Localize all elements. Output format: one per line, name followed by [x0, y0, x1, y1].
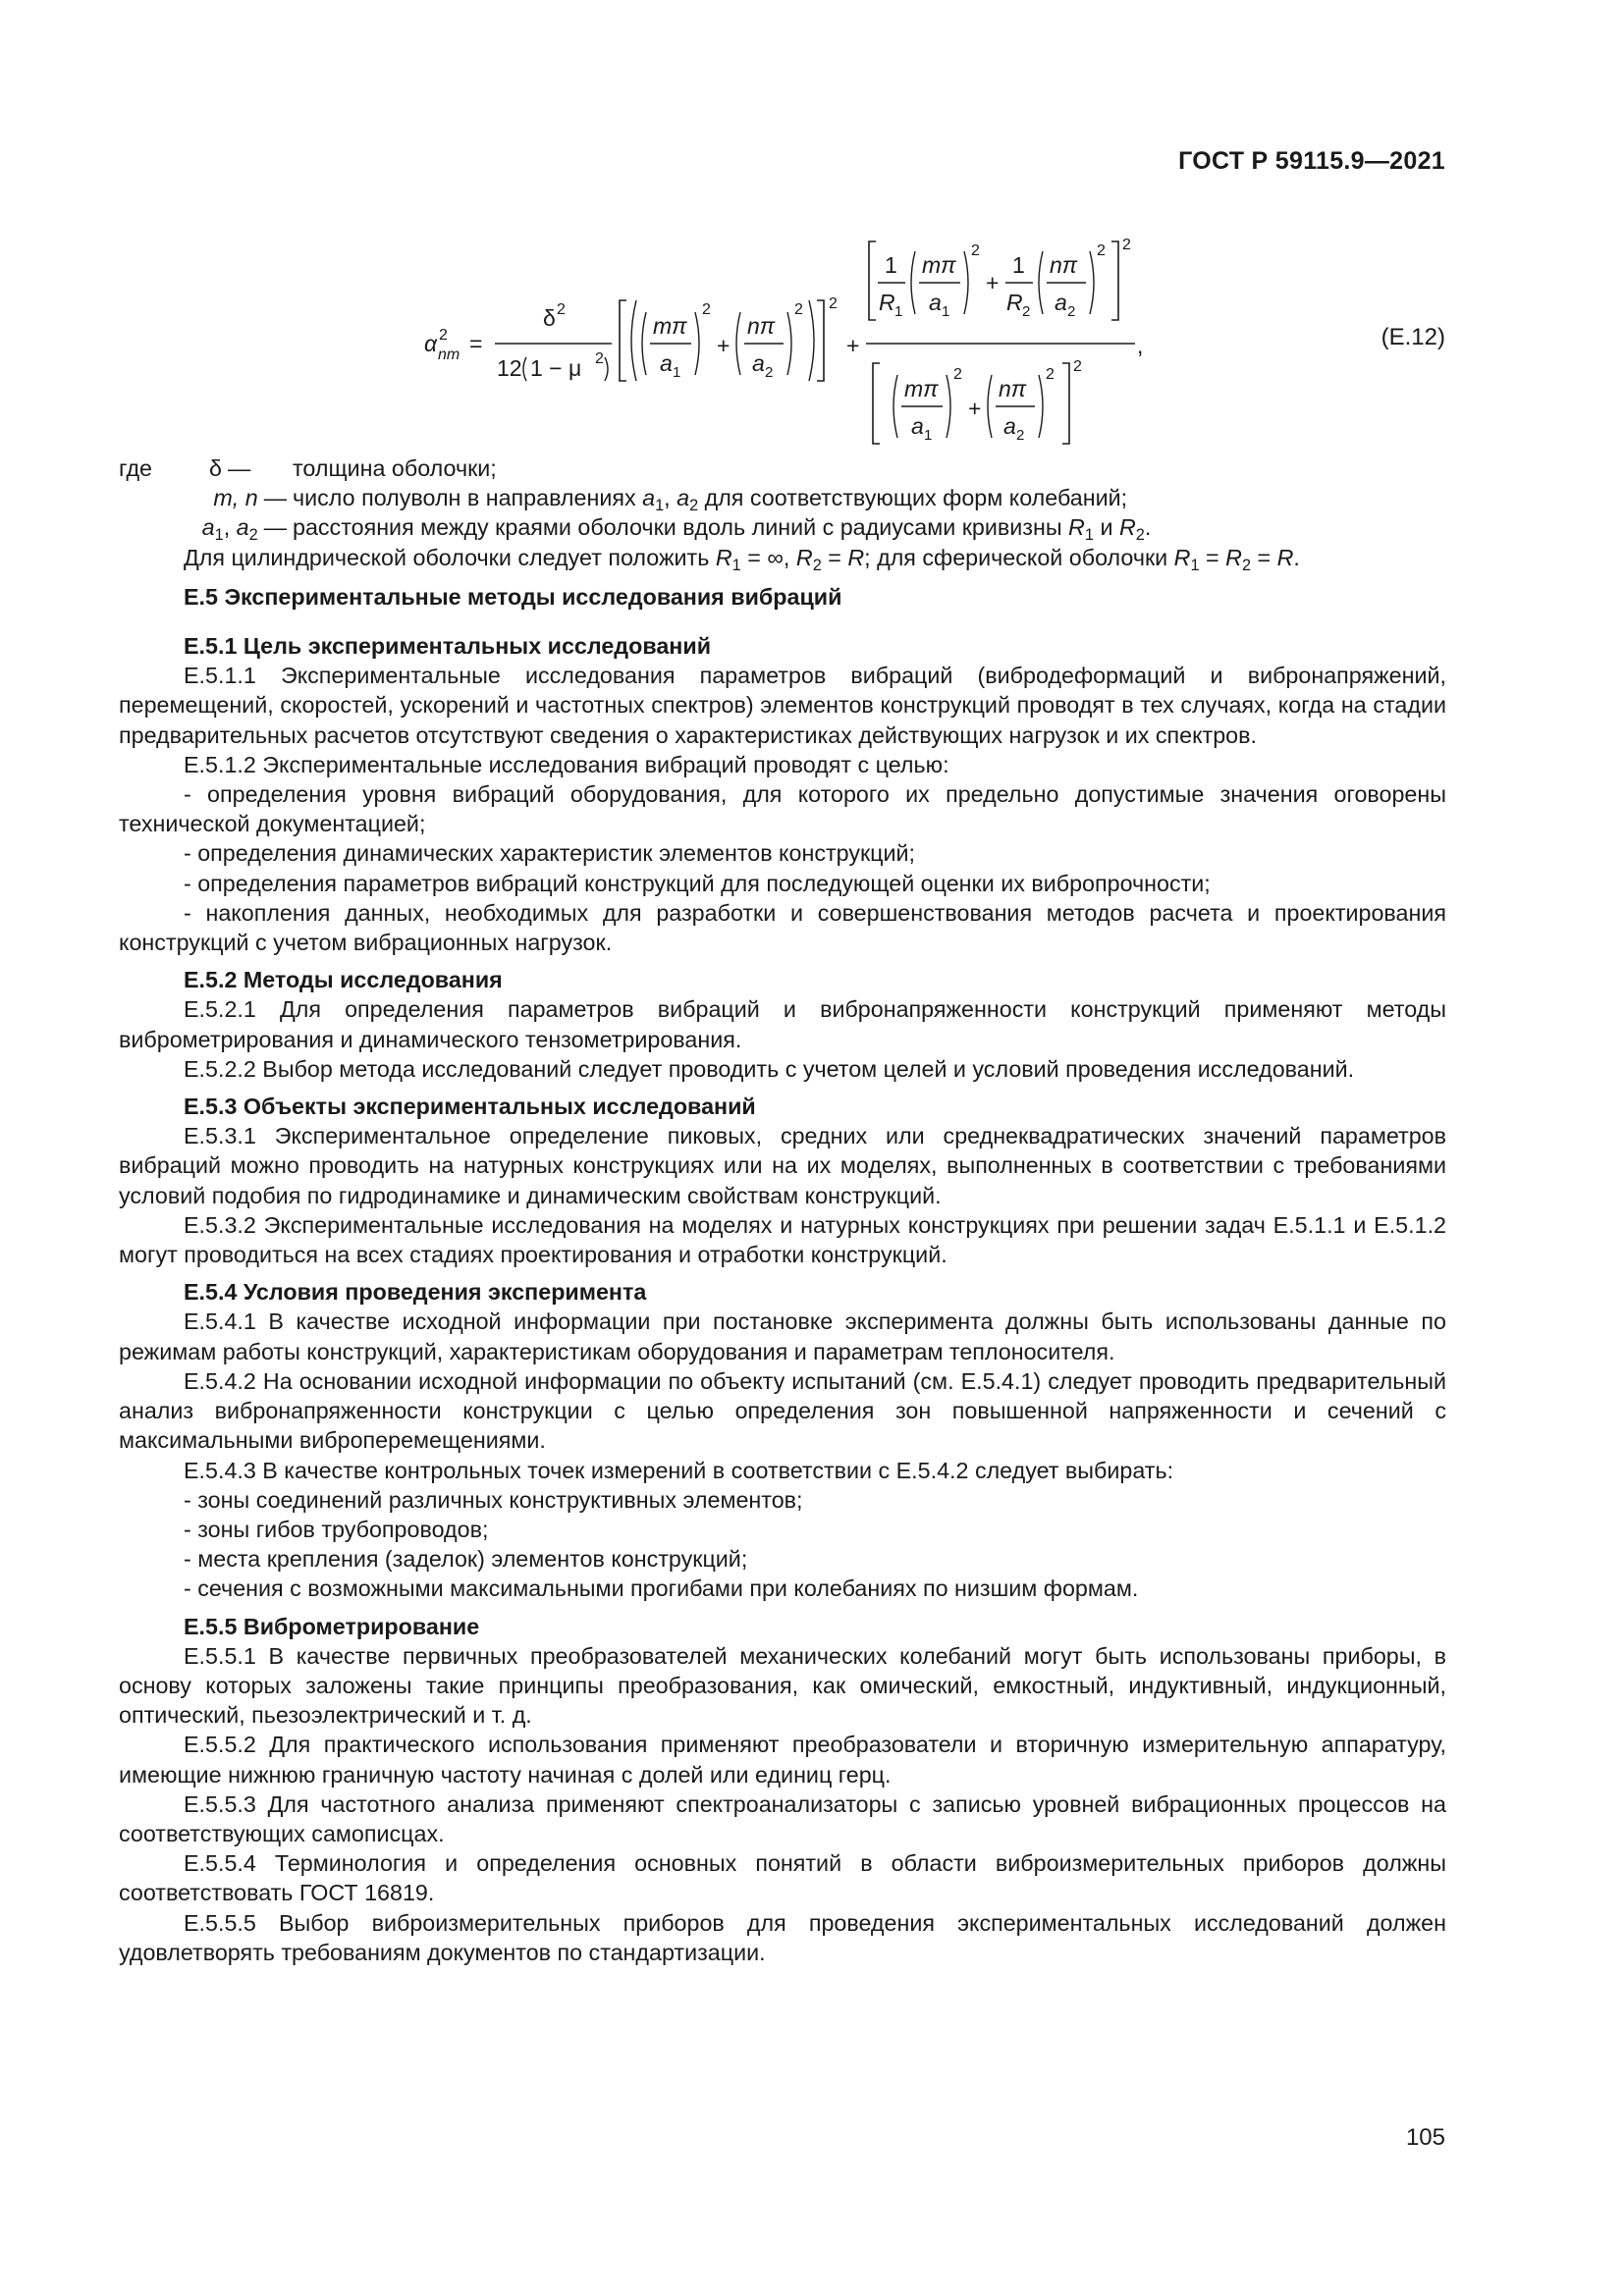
svg-text:1: 1: [894, 303, 903, 320]
svg-text:1: 1: [1012, 252, 1025, 278]
formula-lhs-alpha: α: [424, 331, 438, 356]
section-e53-title: Е.5.3 Объекты экспериментальных исследований: [184, 1094, 756, 1120]
svg-text:R: R: [1006, 290, 1023, 315]
section-e51-title: Е.5.1 Цель экспериментальных исследований: [184, 633, 712, 660]
svg-text:1: 1: [673, 364, 681, 381]
svg-text:2: 2: [1022, 303, 1031, 320]
list-item: - сечения с возможными максимальными прогибами при колебаниях по низшим формам.: [184, 1575, 1139, 1602]
document-code: ГОСТ Р 59115.9—2021: [1178, 147, 1445, 175]
paragraph-e552: Е.5.5.2 Для практического использования применяют преобразователи и вторичную измерительную аппаратуру, имеющие нижнюю граничную частоту начиная с долей или единиц герц.: [119, 1732, 1446, 1788]
paragraph-e543: Е.5.4.3 В качестве контрольных точек измерений в соответствии с Е.5.4.2 следует выбирать:: [184, 1457, 1174, 1483]
svg-text:2: 2: [1016, 427, 1025, 444]
list-item: - определения параметров вибраций конструкций для последующей оценки их вибропрочности;: [184, 870, 1211, 896]
equation-number: (Е.12): [1380, 324, 1445, 350]
formula-lhs-sup: 2: [439, 327, 448, 344]
paragraph-e532: Е.5.3.2 Экспериментальные исследования на моделях и натурных конструкциях при решении задач Е.5.1.1 и Е.5.1.2 могут проводиться на всех стадиях проектирования и отработки конструкций.: [119, 1211, 1446, 1268]
section-e5-title: Е.5 Экспериментальные методы исследования вибраций: [184, 583, 842, 610]
formula-lhs-sub: nm: [438, 347, 460, 363]
definition-a1a2: $a_1$, $a_2$ — расстояния между краями оболочки вдоль линий с радиусами кривизны $R_1$ и $R_2$.: [201, 514, 1152, 545]
paragraph-e553: Е.5.5.3 Для частотного анализа применяют спектроанализаторы с записью уровней вибрационных процессов на соответствующих самописцах.: [119, 1790, 1446, 1846]
paragraph-e554: Е.5.5.4 Терминология и определения основных понятий в области виброизмерительных приборов должны соответствовать ГОСТ 16819.: [119, 1850, 1446, 1906]
svg-text:+: +: [717, 333, 731, 358]
svg-text:a: a: [1055, 290, 1067, 315]
svg-text:2: 2: [794, 301, 803, 318]
svg-text:2: 2: [1097, 242, 1106, 259]
formula-eq-sign: =: [469, 331, 483, 356]
document-body: [119, 454, 1446, 1967]
svg-text:1: 1: [942, 303, 950, 320]
list-item: - накопления данных, необходимых для разработки и совершенствования методов расчета и проектирования конструкций с учетом вибрационных нагрузок.: [119, 899, 1446, 956]
formula-denom-12: 12: [497, 355, 522, 381]
svg-text:1 − μ: 1 − μ: [530, 355, 582, 381]
svg-text:a: a: [929, 290, 942, 315]
svg-text:R: R: [879, 290, 895, 315]
paragraph-e542: Е.5.4.2 На основании исходной информации по объекту испытаний (см. Е.5.4.1) следует проводить предварительный анализ вибронапряженности конструкции с целью определения зон повышенной напряженности и сечений с максимальными виброперемещениями.: [119, 1367, 1446, 1454]
svg-text:+: +: [986, 270, 1000, 295]
paragraph-e511: Е.5.1.1 Экспериментальные исследования параметров вибраций (вибродеформаций и вибронапряжений, перемещений, скоростей, ускорений и частотных спектров) элементов конструкций проводят в тех случаях, когда на стадии предварительных расчетов отсутствуют сведения о характеристиках действующих нагрузок и их спектров.: [119, 663, 1446, 748]
definition-delta: где δ — толщина оболочки;: [119, 455, 497, 481]
svg-text:+: +: [846, 333, 860, 358]
svg-text:2: 2: [1122, 237, 1131, 253]
svg-text:nπ: nπ: [1050, 252, 1078, 278]
svg-text:2: 2: [595, 350, 604, 367]
list-item: - зоны соединений различных конструктивных элементов;: [184, 1486, 803, 1513]
definition-mn: m, n — число полуволн в направлениях $a_1$, $a_2$ для соответствующих форм колебаний;: [213, 485, 1128, 515]
svg-text:mπ: mπ: [922, 252, 956, 278]
svg-text:2: 2: [971, 242, 980, 259]
paragraph-e555: Е.5.5.5 Выбор виброизмерительных приборов для проведения экспериментальных исследований должен удовлетворять требованиям документов по стандартизации.: [119, 1909, 1446, 1965]
svg-text:a: a: [911, 413, 924, 439]
list-item: - определения уровня вибраций оборудования, для которого их предельно допустимые значения оговорены технической документацией;: [119, 781, 1446, 837]
svg-text:2: 2: [953, 366, 962, 383]
svg-text:2: 2: [1046, 366, 1055, 383]
definition-note: Для цилиндрической оболочки следует положить $R_1$ = ∞, $R_2 = R$; для сферической оболочки $R_1 = R_2 = R$.: [184, 544, 1300, 574]
paragraph-e531: Е.5.3.1 Экспериментальное определение пиковых, средних или среднеквадратических значений параметров вибраций можно проводить на натурных конструкциях или на их моделях, выполненных в соответствии с требованиями условий подобия по гидродинамике и динамическим свойствам конструкций.: [119, 1123, 1446, 1208]
svg-text:,: ,: [1137, 333, 1144, 358]
svg-text:+: +: [968, 396, 982, 421]
paragraph-e541: Е.5.4.1 В качестве исходной информации при постановке эксперимента должны быть использованы данные по режимам работы конструкций, характеристикам оборудования и параметрам теплоносителя.: [119, 1308, 1446, 1364]
svg-text:a: a: [660, 350, 673, 376]
svg-text:a: a: [1003, 413, 1016, 439]
paragraph-e512: Е.5.1.2 Экспериментальные исследования вибраций проводят с целью:: [184, 751, 949, 777]
paragraph-e522: Е.5.2.2 Выбор метода исследований следует проводить с учетом целей и условий проведения исследований.: [184, 1055, 1355, 1082]
paragraph-e521: Е.5.2.1 Для определения параметров вибраций и вибронапряженности конструкций применяют методы виброметрирования и динамического тензометрирования.: [119, 996, 1446, 1052]
list-item: - определения динамических характеристик элементов конструкций;: [184, 840, 916, 867]
formula-e12: [418, 236, 1164, 448]
svg-text:mπ: mπ: [653, 313, 687, 339]
formula-delta: δ: [543, 305, 556, 331]
svg-text:1: 1: [885, 252, 897, 278]
svg-text:1: 1: [924, 427, 933, 444]
svg-text:2: 2: [702, 301, 711, 318]
svg-text:nπ: nπ: [747, 313, 776, 339]
list-item: - места крепления (заделок) элементов конструкций;: [184, 1546, 748, 1573]
section-e52-title: Е.5.2 Методы исследования: [184, 967, 503, 993]
svg-text:2: 2: [829, 295, 838, 312]
svg-text:nπ: nπ: [999, 376, 1027, 401]
svg-text:mπ: mπ: [904, 376, 939, 401]
svg-text:2: 2: [1067, 303, 1076, 320]
svg-text:a: a: [752, 350, 765, 376]
svg-text:2: 2: [557, 301, 566, 318]
paragraph-e551: Е.5.5.1 В качестве первичных преобразователей механических колебаний могут быть использованы приборы, в основу которых заложены такие принципы преобразования, как омический, емкостный, индуктивный, индукционный, оптический, пьезоэлектрический и т. д.: [119, 1642, 1446, 1729]
page-number: 105: [1405, 2124, 1445, 2151]
svg-text:2: 2: [1073, 358, 1082, 375]
list-item: - зоны гибов трубопроводов;: [184, 1516, 489, 1542]
section-e54-title: Е.5.4 Условия проведения эксперимента: [184, 1279, 647, 1306]
svg-text:2: 2: [765, 364, 774, 381]
section-e55-title: Е.5.5 Виброметрирование: [184, 1613, 480, 1639]
